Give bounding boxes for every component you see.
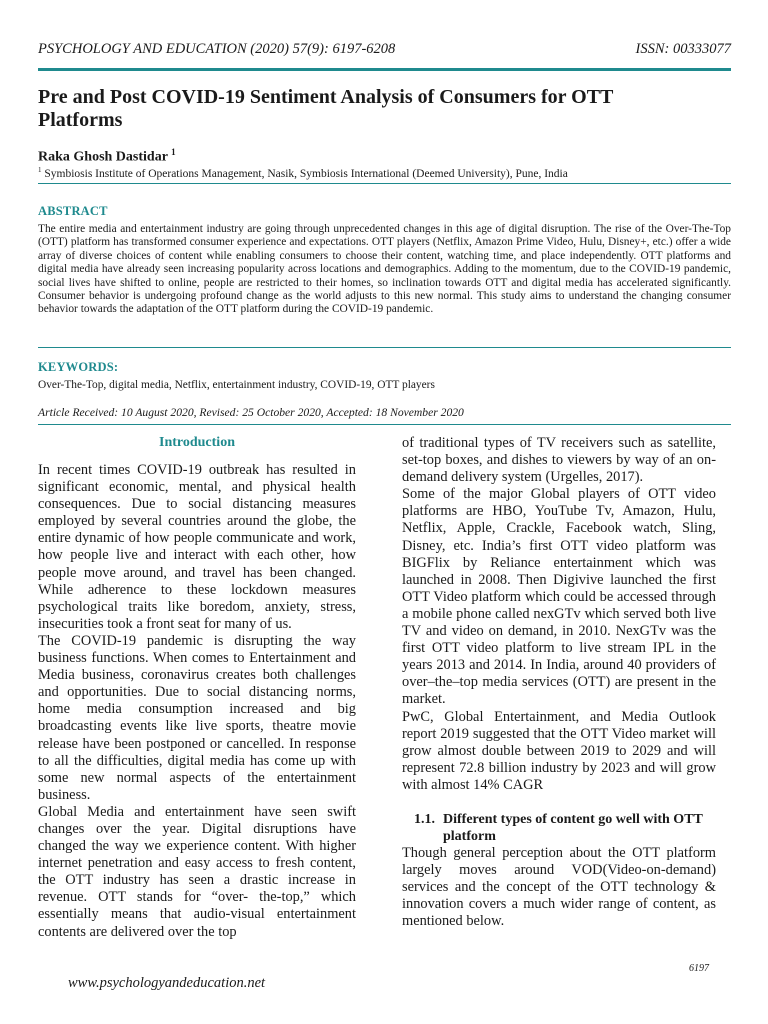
right-column	[402, 435, 716, 930]
page-number: 6197	[689, 963, 709, 974]
body-paragraph: of traditional types of TV receivers such as satellite, set-top boxes, and dishes to viewers by way of an on-demand delivery system (Urgelles, 2017).	[402, 435, 716, 486]
author-name	[38, 147, 176, 166]
affiliation-text: Symbiosis Institute of Operations Management, Nasik, Symbiosis International (Deemed University), Pune, India	[44, 167, 568, 180]
body-paragraph: Global Media and entertainment have seen swift changes over the year. Digital disruptions have changed the way we experience content. With higher internet penetration and easy access to fresh content, the OTT industry has seen a drastic increase in revenue. OTT stands for “over- the-top,” which essentially means that audio-visual entertainment contents are delivered over the top	[38, 803, 356, 940]
abstract-rule	[38, 347, 731, 348]
body-paragraph: In recent times COVID-19 outbreak has resulted in significant economic, mental, and physical health consequences. Due to social distancing measures employed by several countries around the globe, the entire dynamic of how people communicate and work, how people live and interact with each other, how people move around, and travel has been changed. While adherence to these lockdown measures psychological traits like boredom, anxiety, stress, insecurities took a front seat for many of us.	[38, 462, 356, 632]
left-column	[38, 462, 356, 941]
header-rule	[38, 68, 731, 71]
author-superscript: 1	[171, 147, 176, 157]
affiliation-superscript: 1	[38, 166, 42, 174]
article-title: Pre and Post COVID-19 Sentiment Analysis of Consumers for OTT Platforms	[38, 86, 614, 131]
subsection-number: 1.1.	[414, 811, 435, 827]
affiliation	[38, 166, 568, 180]
running-header	[38, 41, 731, 61]
body-paragraph: PwC, Global Entertainment, and Media Outlook report 2019 suggested that the OTT Video market will grow almost double between 2019 to 2029 and will represent 72.8 billion industry by 2023 and will grow with almost 14% CAGR	[402, 708, 716, 793]
keywords-text: Over-The-Top, digital media, Netflix, entertainment industry, COVID-19, OTT players	[38, 379, 435, 391]
issn: ISSN: 00333077	[635, 41, 731, 57]
article-dates: Article Received: 10 August 2020, Revised: 25 October 2020, Accepted: 18 November 2020	[38, 406, 464, 419]
body-paragraph: Some of the major Global players of OTT video platforms are HBO, YouTube Tv, Amazon, Hulu, Netflix, Apple, Crackle, Facebook watch, Sling, Disney, etc. India’s first OTT video platform was BIGFlix by Reliance entertainment which was launched in 2008. Then Digivive launched the first OTT Video platform which could be accessed through a mobile phone called nexGTv which served both live TV and video on demand, in 2010. NexGTv was the first OTT video platform to live stream IPL in the years 2013 and 2014. In India, around 40 providers of over–the–top media services (OTT) are present in the market.	[402, 486, 716, 708]
affiliation-rule	[38, 183, 731, 184]
subsection-title: Different types of content go well with OTT platform	[443, 811, 703, 844]
dates-rule	[38, 424, 731, 425]
body-paragraph: Though general perception about the OTT platform largely moves around VOD(Video-on-demand) services and the concept of the OTT technology & innovation covers a much wider range of content, as mentioned below.	[402, 844, 716, 930]
keywords-heading: KEYWORDS:	[38, 360, 119, 374]
journal-citation: PSYCHOLOGY AND EDUCATION (2020) 57(9): 6197-6208	[38, 41, 396, 57]
abstract-heading: ABSTRACT	[38, 204, 108, 218]
body-paragraph: The COVID-19 pandemic is disrupting the way business functions. When comes to Entertainment and Media business, coronavirus creates both challenges and opportunities. Due to social distancing norms, home media consumption increased and big broadcasting events like live sports, theatre movie release have been postponed or cancelled. In response to all the difficulties, digital media has come up with some new normal aspects of the entertainment business.	[38, 632, 356, 803]
footer-url: www.psychologyandeducation.net	[68, 975, 266, 991]
abstract-text: The entire media and entertainment industry are going through unprecedented changes in this age of digital disruption. The rise of the Over-The-Top (OTT) platform has transformed consumer experience and expectations. OTT players (Netflix, Amazon Prime Video, Hulu, Disney+, etc.) offer a wide array of diverse choices of content while enabling consumers to choose their content, watching time, and place independently. OTT platforms and digital media have already seen increasing popularity across locations and demographics. Adding to the momentum, due to the COVID-19 pandemic, social lives have shifted to online, people are restricted to their homes, so inclination towards OTT and digital media has accelerated significantly. Consumer behavior is undergoing profound change as the world adjusts to this new normal. This study aims to understand the changing consumer behavior towards the adaptation of the OTT platform during the COVID-19 pandemic.	[38, 223, 731, 316]
subsection-heading	[414, 811, 716, 845]
author-name-text: Raka Ghosh Dastidar	[38, 149, 168, 165]
introduction-heading: Introduction	[159, 435, 235, 450]
